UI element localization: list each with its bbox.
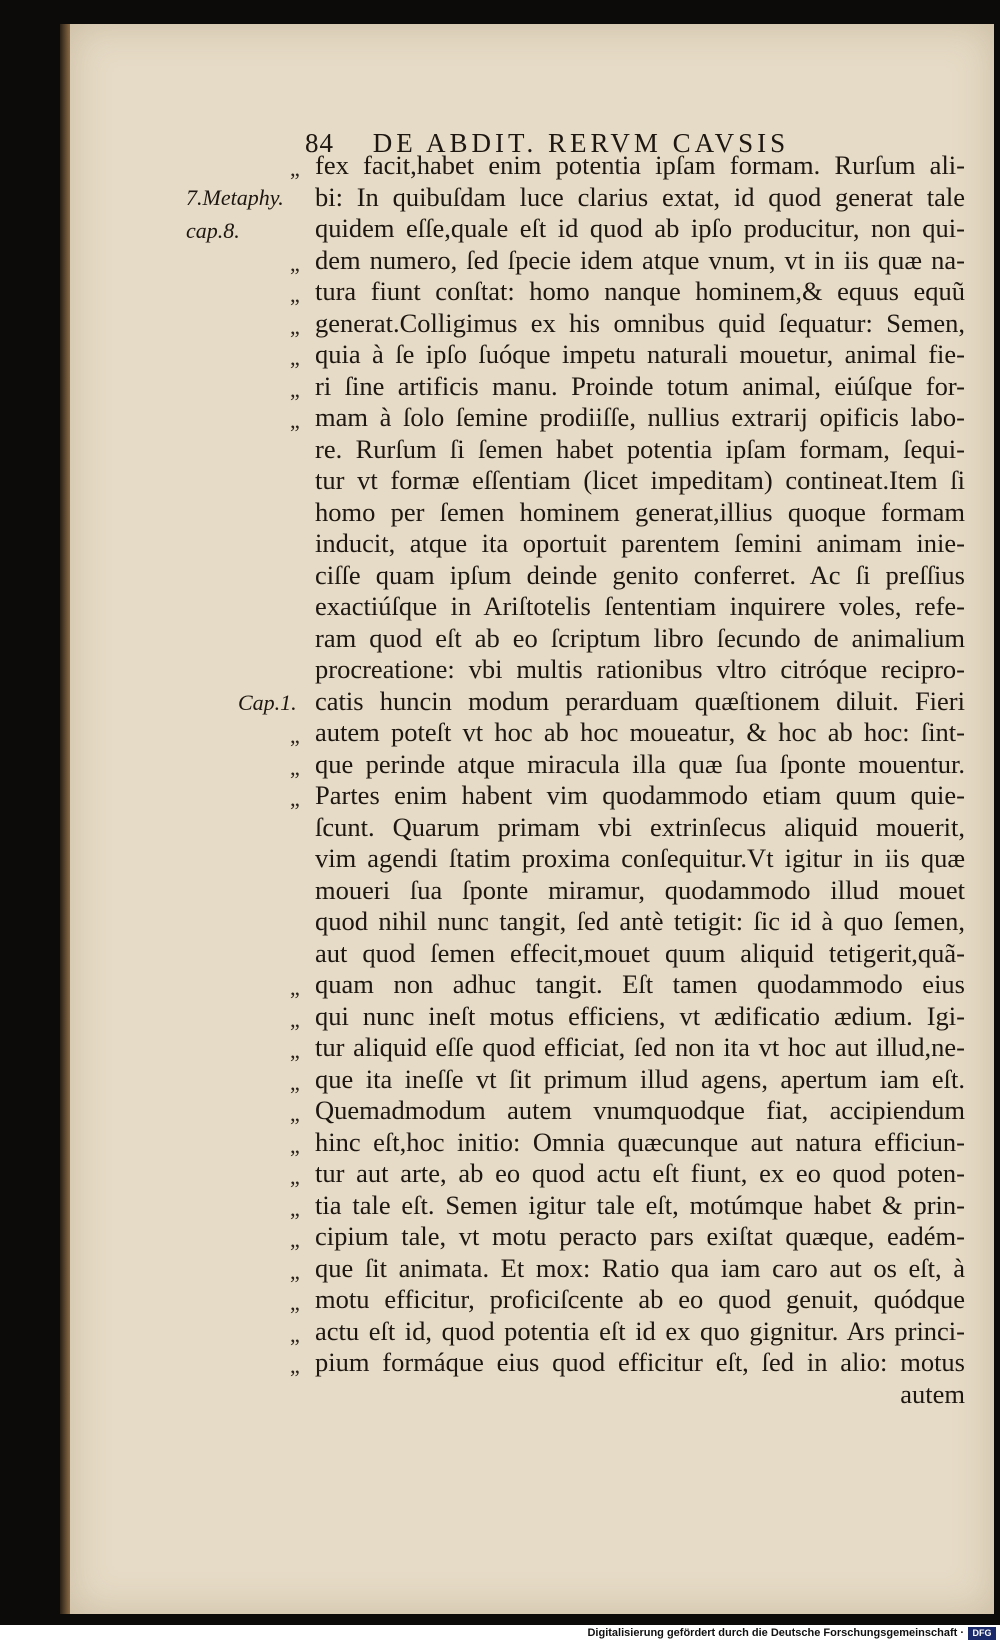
quote-mark: „: [290, 313, 300, 339]
margin-note-cap1: Cap.1.: [238, 690, 297, 715]
body-text: [315, 150, 965, 1410]
quote-mark: [290, 560, 314, 592]
quote-mark: „: [290, 1038, 300, 1063]
margin-note-metaphy: 7.Metaphy.: [186, 185, 284, 210]
quote-mark: „: [290, 1006, 300, 1032]
quote-mark: [290, 875, 314, 907]
quote-mark: „: [290, 282, 300, 307]
quote-mark: „: [290, 1195, 300, 1221]
quote-mark: [290, 497, 314, 529]
quote-mark: [290, 654, 314, 686]
text-line: inducit, atque ita oportuit parentem ſemini animam inie-: [315, 528, 965, 558]
text-line: qui nunc ineſt motus efficiens, vt ædificatio ædium. Igi-: [315, 1000, 965, 1031]
quote-mark: [290, 623, 314, 655]
text-line: tur aliquid eſſe quod efficiat, ſed non ita vt hoc aut illud,ne-: [315, 1032, 965, 1062]
quote-mark: „: [290, 754, 300, 780]
quote-mark: „: [290, 156, 300, 181]
text-line: que ſit animata. Et mox: Ratio qua iam caro aut os eſt, à: [315, 1252, 965, 1283]
quote-mark: „: [290, 250, 300, 276]
text-line: vim agendi ſtatim proxima conſequitur.Vt igitur in iis quæ: [315, 843, 965, 873]
quote-mark: [290, 528, 314, 560]
text-line: generat.Colligimus ex his omnibus quid ſequatur: Semen,: [315, 307, 965, 338]
text-line: actu eſt id, quod potentia eſt id ex quo gignitur. Ars princi-: [315, 1315, 965, 1346]
text-line: re. Rurſum ſi ſemen habet potentia ipſam formam, ſequi-: [315, 433, 965, 464]
page-spine-edge: [60, 24, 70, 1614]
text-line: tura fiunt conſtat: homo nanque hominem,& equus equũ: [315, 276, 965, 306]
quote-mark: „: [290, 1290, 300, 1315]
quote-mark: „: [290, 723, 300, 748]
text-line: ram quod eſt ab eo ſcriptum libro ſecundo de animalium: [315, 622, 965, 653]
dfg-logo: DFG: [968, 1627, 996, 1640]
text-line: tur aut arte, ab eo quod actu eſt fiunt, ex eo quod poten-: [315, 1158, 965, 1188]
text-line: procreatione: vbi multis rationibus vltro citróque recipro-: [315, 654, 965, 684]
quotation-marks-column: [290, 150, 314, 1410]
quote-mark: „: [290, 786, 300, 811]
text-line: bi: In quibuſdam luce clarius extat, id quod generat tale: [315, 181, 965, 212]
digitization-credit: Digitalisierung gefördert durch die Deutsche Forschungsgemeinschaft ·: [587, 1627, 964, 1639]
text-line: ſcunt. Quarum primam vbi extrinſecus aliquid mouerit,: [315, 811, 965, 842]
text-line: motu efficitur, proficiſcente ab eo quod genuit, quódque: [315, 1284, 965, 1314]
quote-mark: [290, 843, 314, 875]
quote-mark: „: [290, 345, 300, 370]
quote-mark: „: [290, 1353, 300, 1378]
quote-mark: „: [290, 1258, 300, 1284]
text-line: autem: [900, 1378, 965, 1409]
quote-mark: „: [290, 975, 300, 1000]
quote-mark: „: [290, 1321, 300, 1347]
text-line: ri ſine artificis manu. Proinde totum animal, eiúſque for-: [315, 370, 965, 401]
quote-mark: „: [290, 1227, 300, 1252]
quote-mark: [290, 1379, 314, 1411]
quote-mark: [290, 591, 314, 623]
quote-mark: „: [290, 1132, 300, 1158]
text-line: cipium tale, vt motu peracto pars exiſtat quæque, eadém-: [315, 1221, 965, 1251]
text-line: dem numero, ſed ſpecie idem atque vnum, vt in iis quæ na-: [315, 244, 965, 275]
text-line: que perinde atque miracula illa quæ ſua ſponte mouentur.: [315, 748, 965, 779]
quote-mark: [290, 465, 314, 497]
quote-mark: „: [290, 1101, 300, 1126]
text-line: catis huncin modum perarduam quæſtionem diluit. Fieri: [315, 685, 965, 716]
text-line: autem poteſt vt hoc ab hoc moueatur, & hoc ab hoc: ſint-: [315, 717, 965, 747]
text-line: quia à ſe ipſo ſuóque impetu naturali mouetur, animal fie-: [315, 339, 965, 369]
text-line: que ita ineſſe vt ſit primum illud agens, apertum iam eſt.: [315, 1063, 965, 1094]
text-line: hinc eſt,hoc initio: Omnia quæcunque aut natura efficiun-: [315, 1126, 965, 1157]
text-line: homo per ſemen hominem generat,illius quoque formam: [315, 496, 965, 527]
running-title: DE ABDIT. RERVM CAVSIS: [372, 128, 790, 158]
text-line: aut quod ſemen effecit,mouet quum aliquid tetigerit,quã-: [315, 937, 965, 968]
text-line: fex facit,habet enim potentia ipſam formam. Rurſum ali-: [315, 150, 965, 180]
text-line: mam à ſolo ſemine prodiiſſe, nullius extrarij opificis labo-: [315, 402, 965, 432]
quote-mark: [290, 812, 314, 844]
quote-mark: [290, 938, 314, 970]
page-number: 84: [305, 128, 334, 158]
text-line: exactiúſque in Ariſtotelis ſententiam inquirere voles, refe-: [315, 591, 965, 621]
quote-mark: „: [290, 1069, 300, 1095]
quote-mark: [290, 686, 314, 718]
quote-mark: [290, 434, 314, 466]
quote-mark: [290, 182, 314, 214]
text-line: Partes enim habent vim quodammodo etiam quum quie-: [315, 780, 965, 810]
quote-mark: [290, 906, 314, 938]
text-line: Quemadmodum autem vnumquodque fiat, accipiendum: [315, 1095, 965, 1125]
text-line: quam non adhuc tangit. Eſt tamen quodammodo eius: [315, 969, 965, 999]
quote-mark: „: [290, 1164, 300, 1189]
quote-mark: „: [290, 408, 300, 433]
margin-note-cap8: cap.8.: [186, 218, 240, 243]
text-line: ciſſe quam ipſum deinde genito conferret. Ac ſi preſſius: [315, 559, 965, 590]
text-line: pium formáque eius quod efficitur eſt, ſed in alio: motus: [315, 1347, 965, 1377]
quote-mark: „: [290, 376, 300, 402]
text-line: tia tale eſt. Semen igitur tale eſt, motúmque habet & prin-: [315, 1189, 965, 1220]
text-line: moueri ſua ſponte miramur, quodammodo illud mouet: [315, 874, 965, 905]
text-line: quod nihil nunc tangit, ſed antè tetigit: ſic id à quo ſemen,: [315, 906, 965, 936]
quote-mark: [290, 213, 314, 245]
text-line: quidem eſſe,quale eſt id quod ab ipſo producitur, non qui-: [315, 213, 965, 243]
text-line: tur vt formæ eſſentiam (licet impeditam) contineat.Item ſi: [315, 465, 965, 495]
